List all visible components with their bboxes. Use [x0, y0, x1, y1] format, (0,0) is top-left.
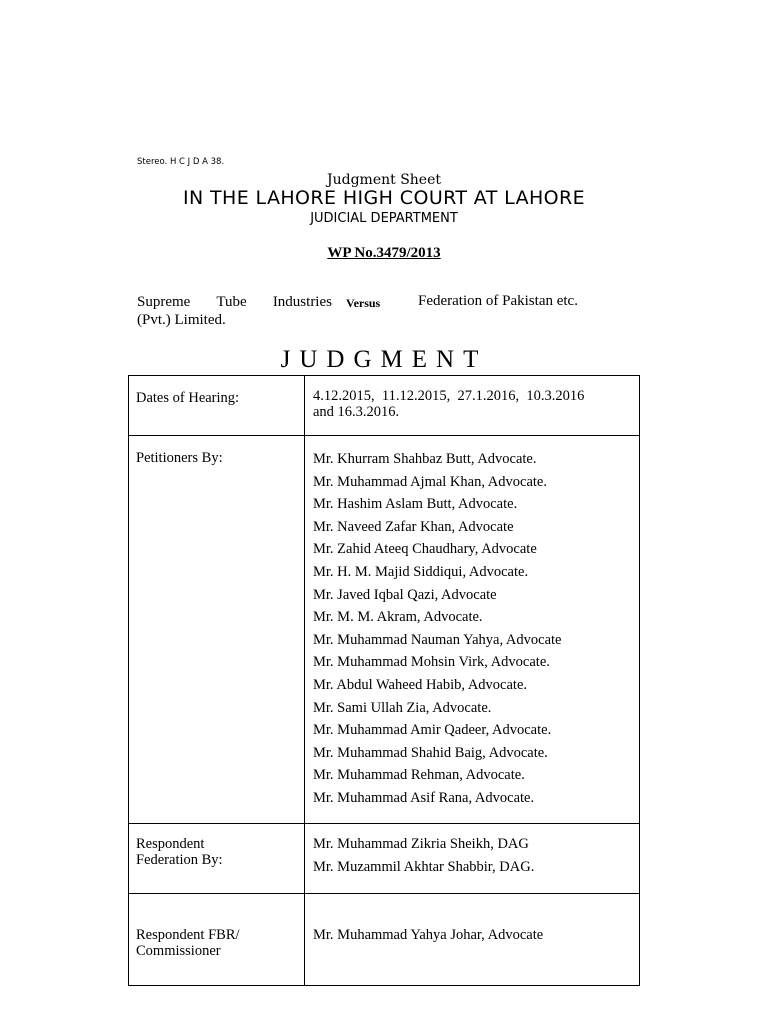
dates-value [305, 376, 640, 436]
court-name: IN THE LAHORE HIGH COURT AT LAHORE [182, 187, 586, 209]
case-number: WP No.3479/2013 [327, 245, 441, 261]
counsel-name: Mr. Muhammad Amir Qadeer, Advocate. [313, 722, 552, 739]
fbr-label-line-1: Respondent FBR/ [136, 927, 240, 943]
counsel-name: Mr. H. M. Majid Siddiqui, Advocate. [313, 563, 529, 580]
federation-list [305, 824, 640, 894]
counsel-name: Mr. Muhammad Mohsin Virk, Advocate. [313, 654, 550, 671]
federation-label-line-2: Federation By: [136, 852, 223, 868]
counsel-name: Mr. Hashim Aslam Butt, Advocate. [313, 496, 518, 513]
petitioners-row [129, 436, 640, 824]
counsel-name: Mr. Muhammad Asif Rana, Advocate. [313, 789, 535, 806]
fbr-row [129, 894, 640, 986]
petitioner-party [137, 293, 332, 329]
respondent-party: Federation of Pakistan etc. [418, 293, 578, 309]
stereo-reference: Stereo. H C J D A 38. [137, 157, 225, 167]
counsel-name: Mr. Muhammad Nauman Yahya, Advocate [313, 631, 562, 648]
petitioner-word: Tube [216, 294, 247, 310]
counsel-name: Mr. Muhammad Shahid Baig, Advocate. [313, 744, 548, 761]
petitioner-word: Industries [272, 294, 332, 310]
dates-line-2: and 16.3.2016. [313, 404, 400, 420]
counsel-name: Mr. Abdul Waheed Habib, Advocate. [313, 676, 528, 693]
petitioner-line-2: (Pvt.) Limited. [137, 312, 226, 328]
counsel-name: Mr. M. M. Akram, Advocate. [313, 609, 483, 626]
dates-label: Dates of Hearing: [129, 376, 305, 436]
versus-label: Versus [346, 296, 381, 310]
case-details-table [128, 375, 640, 986]
department-name: JUDICIAL DEPARTMENT [310, 211, 458, 226]
federation-label [129, 824, 305, 894]
counsel-name: Mr. Sami Ullah Zia, Advocate. [313, 699, 492, 716]
fbr-label-line-2: Commissioner [136, 943, 221, 959]
counsel-name: Mr. Naveed Zafar Khan, Advocate [313, 518, 514, 535]
federation-row [129, 824, 640, 894]
dates-line-1: 4.12.2015, 11.12.2015, 27.1.2016, 10.3.2016 [313, 388, 585, 404]
counsel-name: Mr. Muhammad Ajmal Khan, Advocate. [313, 473, 547, 490]
petitioner-word: Supreme [137, 294, 191, 310]
counsel-name: Mr. Zahid Ateeq Chaudhary, Advocate [313, 541, 537, 558]
federation-label-line-1: Respondent [136, 836, 205, 852]
fbr-list [305, 894, 640, 986]
dates-row [129, 376, 640, 436]
petitioners-label: Petitioners By: [129, 436, 305, 824]
petitioners-list [305, 436, 640, 824]
judgment-heading: JUDGMENT [280, 346, 488, 373]
counsel-name: Mr. Muhammad Yahya Johar, Advocate [313, 927, 544, 943]
counsel-name: Mr. Muhammad Rehman, Advocate. [313, 767, 525, 784]
counsel-name: Mr. Khurram Shahbaz Butt, Advocate. [313, 451, 537, 467]
counsel-name: Mr. Muhammad Zikria Sheikh, DAG [313, 836, 529, 852]
fbr-label [129, 894, 305, 986]
counsel-name: Mr. Javed Iqbal Qazi, Advocate [313, 586, 497, 603]
petitioner-line-1 [137, 293, 332, 311]
sheet-title: Judgment Sheet [326, 172, 441, 188]
counsel-name: Mr. Muzammil Akhtar Shabbir, DAG. [313, 858, 535, 875]
